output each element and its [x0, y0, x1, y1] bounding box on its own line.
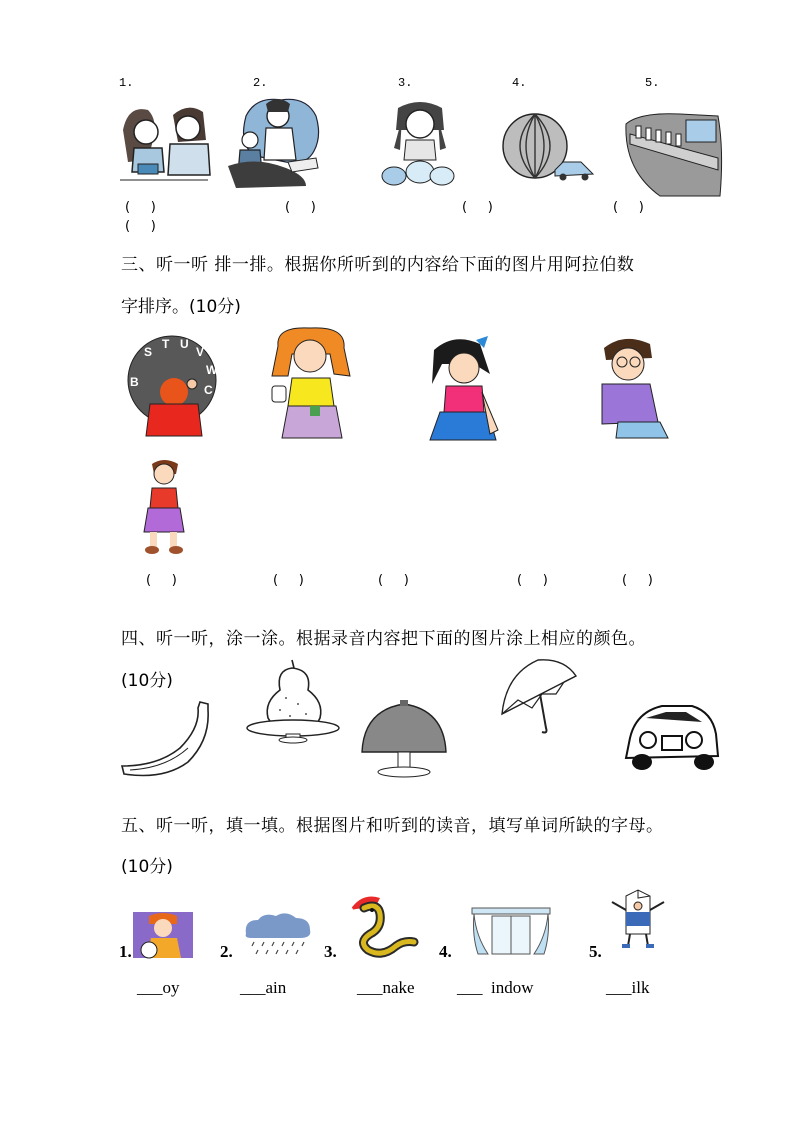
- picture-rain-cloud: [240, 912, 314, 958]
- picture-banana: [118, 700, 214, 778]
- picture-umbrella: [498, 654, 578, 734]
- section-3-blank-5[interactable]: ( ): [622, 573, 653, 588]
- answer-blank-3[interactable]: ( ): [462, 200, 493, 215]
- answer-blank-4[interactable]: ( ): [613, 200, 644, 215]
- svg-text:U: U: [180, 337, 189, 351]
- word-blank-3[interactable]: ___nake: [357, 978, 415, 997]
- picture-girl-with-cups: [270, 326, 354, 438]
- picture-girl-with-buns: [380, 98, 462, 192]
- word-item-number-2: 2.: [220, 942, 233, 961]
- section-5-score: (10分): [121, 857, 173, 877]
- svg-text:T: T: [162, 337, 170, 351]
- picture-number-2: 2.: [253, 76, 268, 90]
- picture-boy-at-alphabet-board: [124, 336, 220, 436]
- svg-text:S: S: [144, 345, 153, 359]
- picture-watermelon-and-car: [503, 112, 595, 186]
- picture-boy: [133, 912, 193, 958]
- section-3-blank-2[interactable]: ( ): [273, 573, 304, 588]
- picture-number-4: 4.: [512, 76, 527, 90]
- picture-small-boy: [134, 458, 194, 556]
- section-3-title-line-2: 字排序。(10分): [121, 297, 241, 317]
- picture-two-children-talking: [118, 100, 210, 182]
- section-5-title: 五、听一听，填一填。根据图片和听到的读音，填写单词所缺的字母。: [121, 816, 664, 836]
- word-blank-2[interactable]: ___ain: [240, 978, 287, 997]
- picture-mother-and-child: [226, 96, 322, 194]
- picture-lamp: [358, 700, 450, 780]
- section-3-blank-1[interactable]: ( ): [146, 573, 177, 588]
- word-blank-4[interactable]: ___ indow: [457, 978, 534, 997]
- word-blank-5[interactable]: ___ilk: [606, 978, 650, 997]
- picture-pear-on-plate: [246, 658, 340, 744]
- section-4-score: (10分): [121, 671, 173, 691]
- picture-snake: [346, 892, 416, 960]
- answer-blank-5[interactable]: ( ): [125, 219, 156, 234]
- picture-number-3: 3.: [398, 76, 413, 90]
- word-item-number-3: 3.: [324, 942, 337, 961]
- picture-milk-carton: [608, 890, 670, 950]
- answer-blank-1[interactable]: ( ): [125, 200, 156, 215]
- word-item-number-1: 1.: [119, 942, 132, 961]
- answer-blank-2[interactable]: ( ): [285, 200, 316, 215]
- svg-text:C: C: [204, 383, 213, 397]
- svg-text:V: V: [196, 345, 205, 359]
- word-blank-1[interactable]: ___oy: [137, 978, 180, 997]
- section-3-blank-3[interactable]: ( ): [378, 573, 409, 588]
- picture-number-5: 5.: [645, 76, 660, 90]
- picture-window: [470, 906, 552, 958]
- word-item-number-5: 5.: [589, 942, 602, 961]
- section-4-title: 四、听一听，涂一涂。根据录音内容把下面的图片涂上相应的颜色。: [121, 629, 646, 649]
- svg-text:W: W: [206, 363, 218, 377]
- section-3-blank-4[interactable]: ( ): [517, 573, 548, 588]
- svg-text:B: B: [130, 375, 139, 389]
- picture-car: [622, 698, 720, 772]
- section-3-title-line-1: 三、听一听 排一排。根据你所听到的内容给下面的图片用阿拉伯数: [121, 255, 635, 275]
- picture-number-1: 1.: [119, 76, 134, 90]
- picture-boy-with-glasses: [588, 334, 672, 438]
- picture-girl-hand-on-head: [424, 334, 504, 440]
- word-item-number-4: 4.: [439, 942, 452, 961]
- picture-pencils-on-desk: [620, 110, 724, 196]
